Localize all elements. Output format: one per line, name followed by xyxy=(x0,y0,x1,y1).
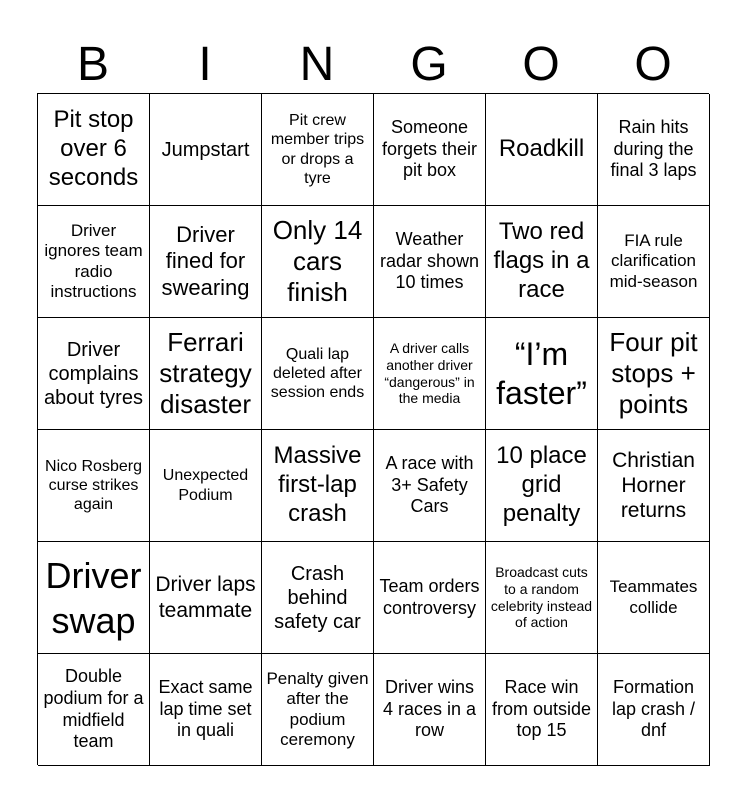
bingo-cell[interactable]: Only 14 cars finish xyxy=(262,206,374,318)
bingo-cell[interactable]: Driver wins 4 races in a row xyxy=(374,654,486,766)
header-letter-b: B xyxy=(76,38,109,91)
bingo-cell[interactable]: FIA rule clarification mid-season xyxy=(598,206,710,318)
bingo-cell[interactable]: Four pit stops + points xyxy=(598,318,710,430)
bingo-cell[interactable]: Weather radar shown 10 times xyxy=(374,206,486,318)
bingo-cell[interactable]: Someone forgets their pit box xyxy=(374,94,486,206)
bingo-cell[interactable]: A driver calls another driver “dangerous” in the media xyxy=(374,318,486,430)
bingo-grid xyxy=(37,93,709,765)
bingo-cell[interactable]: Broadcast cuts to a random celebrity instead of action xyxy=(486,542,598,654)
bingo-cell[interactable]: Rain hits during the final 3 laps xyxy=(598,94,710,206)
bingo-cell[interactable]: Driver swap xyxy=(38,542,150,654)
bingo-cell[interactable]: Driver ignores team radio instructions xyxy=(38,206,150,318)
bingo-cell[interactable]: Teammates collide xyxy=(598,542,710,654)
bingo-header xyxy=(37,36,709,94)
bingo-cell[interactable]: Penalty given after the podium ceremony xyxy=(262,654,374,766)
bingo-cell[interactable]: Double podium for a midfield team xyxy=(38,654,150,766)
bingo-cell[interactable]: Quali lap deleted after session ends xyxy=(262,318,374,430)
bingo-cell[interactable]: 10 place grid penalty xyxy=(486,430,598,542)
bingo-cell[interactable]: Jumpstart xyxy=(150,94,262,206)
header-letter-o: O xyxy=(522,38,560,91)
bingo-cell[interactable]: Ferrari strategy disaster xyxy=(150,318,262,430)
header-letter-n: N xyxy=(299,38,335,91)
bingo-cell[interactable]: Team orders controversy xyxy=(374,542,486,654)
bingo-cell[interactable]: Driver complains about tyres xyxy=(38,318,150,430)
bingo-cell[interactable]: Crash behind safety car xyxy=(262,542,374,654)
bingo-cell[interactable]: Unexpected Podium xyxy=(150,430,262,542)
bingo-cell[interactable]: Pit crew member trips or drops a tyre xyxy=(262,94,374,206)
bingo-cell[interactable]: Two red flags in a race xyxy=(486,206,598,318)
bingo-cell[interactable]: Driver laps teammate xyxy=(150,542,262,654)
bingo-cell[interactable]: Christian Horner returns xyxy=(598,430,710,542)
bingo-cell[interactable]: Roadkill xyxy=(486,94,598,206)
bingo-cell[interactable]: Driver fined for swearing xyxy=(150,206,262,318)
bingo-cell[interactable]: “I’m faster” xyxy=(486,318,598,430)
header-letter-o2: O xyxy=(634,38,672,91)
bingo-cell[interactable]: Pit stop over 6 seconds xyxy=(38,94,150,206)
header-letter-g: G xyxy=(410,38,448,91)
bingo-cell[interactable]: Massive first-lap crash xyxy=(262,430,374,542)
bingo-cell[interactable]: Race win from outside top 15 xyxy=(486,654,598,766)
bingo-cell[interactable]: Exact same lap time set in quali xyxy=(150,654,262,766)
header-letter-i: I xyxy=(198,38,212,91)
bingo-cell[interactable]: Nico Rosberg curse strikes again xyxy=(38,430,150,542)
bingo-cell[interactable]: Formation lap crash / dnf xyxy=(598,654,710,766)
bingo-cell[interactable]: A race with 3+ Safety Cars xyxy=(374,430,486,542)
